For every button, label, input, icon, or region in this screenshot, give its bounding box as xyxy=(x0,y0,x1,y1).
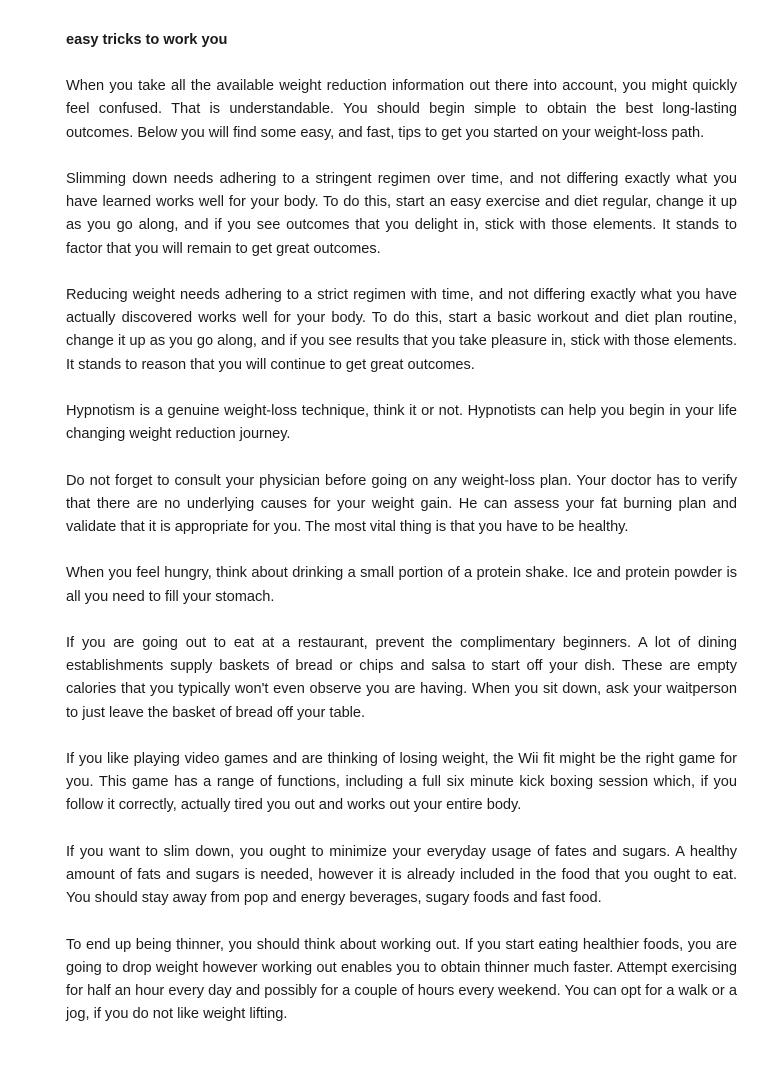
paragraph-intro: When you take all the available weight reduction information out there into account, you might quickly feel confused. That is understandable. You should begin simple to obtain the best long-lasting outcomes. Below you will find some easy, and fast, tips to get you started on your weight-loss path. xyxy=(66,78,737,141)
paragraph-restaurant: If you are going out to eat at a restaurant, prevent the complimentary beginners. A lot of dining establishments supply baskets of bread or chips and salsa to start off your dish. These are empty calories that you typically won't even observe you are having. When you sit down, ask your waitperson to just leave the basket of bread off your table. xyxy=(66,634,737,721)
document-page xyxy=(66,23,737,1050)
paragraph-slimming-regimen: Slimming down needs adhering to a stringent regimen over time, and not differing exactly what you have learned works well for your body. To do this, start an easy exercise and diet regular, change it up as you go along, and if you see outcomes that you delight in, stick with those elements. It stands to factor that you will remain to get great outcomes. xyxy=(66,171,737,257)
paragraph-working-out: To end up being thinner, you should think about working out. If you start eating healthier foods, you are going to drop weight however working out enables you to obtain thinner much faster. Attempt exercising for half an hour every day and possibly for a couple of hours every weekend. You can opt for a walk or a jog, if you do not like weight lifting. xyxy=(66,936,737,1023)
paragraph-fats-and-sugars: If you want to slim down, you ought to minimize your everyday usage of fates and sugars. A healthy amount of fats and sugars is needed, however it is already included in the food that you ought to eat. You should stay away from pop and energy beverages, sugary foods and fast food. xyxy=(66,843,737,907)
document-title: easy tricks to work you xyxy=(66,32,228,48)
paragraph-protein-shake: When you feel hungry, think about drinking a small portion of a protein shake. Ice and protein powder is all you need to fill your stomach. xyxy=(66,565,737,605)
paragraph-consult-physician: Do not forget to consult your physician before going on any weight-loss plan. Your doctor has to verify that there are no underlying causes for your weight gain. He can assess your fat burning plan and validate that it is appropriate for you. The most vital thing is that you have to be healthy. xyxy=(66,472,737,535)
paragraph-hypnotism: Hypnotism is a genuine weight-loss technique, think it or not. Hypnotists can help you begin in your life changing weight reduction journey. xyxy=(66,403,737,443)
paragraph-video-games: If you like playing video games and are thinking of losing weight, the Wii fit might be the right game for you. This game has a range of functions, including a full six minute kick boxing session which, if you follow it correctly, actually tired you out and works out your entire body. xyxy=(66,750,737,814)
paragraph-reducing-weight-regimen: Reducing weight needs adhering to a strict regimen with time, and not differing exactly what you have actually discovered works well for your body. To do this, start a basic workout and diet plan routine, change it up as you go along, and if you see results that you take pleasure in, stick with those elements. It stands to reason that you will continue to get great outcomes. xyxy=(66,287,737,373)
